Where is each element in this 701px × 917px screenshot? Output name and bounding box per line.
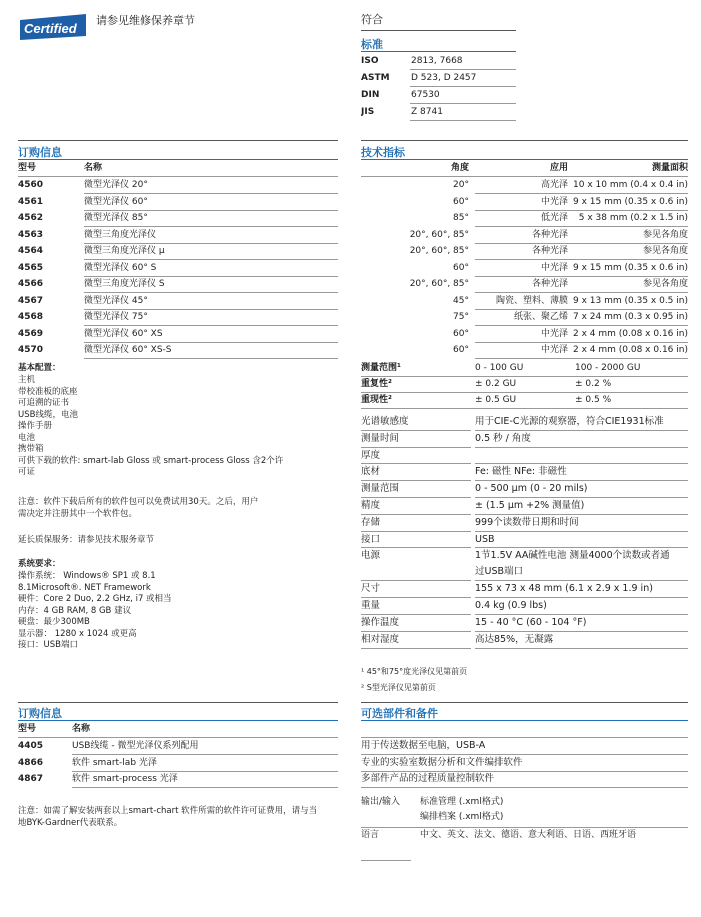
tech-application: 中光泽	[540, 196, 568, 207]
order2-header	[18, 721, 338, 737]
range-label: 测量范围¹	[361, 363, 401, 373]
tech-area: 7 x 24 mm (0.3 x 0.95 in)	[573, 312, 688, 322]
tech-area: 9 x 15 mm (0.35 x 0.6 in)	[573, 262, 688, 273]
spec-value: 高达85%，无凝露	[475, 633, 554, 645]
spec-label: 存储	[361, 516, 381, 528]
spec-value: 1节1.5V AA碱性电池 测量4000个读数或者通	[475, 550, 670, 562]
tech-angle: 60°	[453, 196, 469, 207]
spec-label: 相对湿度	[361, 633, 400, 645]
order-model: 4569	[18, 328, 44, 339]
spec-value: 999个读数带日期和时间	[475, 516, 579, 528]
order-row	[18, 342, 338, 358]
spec-row	[361, 581, 688, 597]
conformity-label: 符合	[361, 13, 383, 26]
order2-note-line: 注意：如需了解安装两套以上smart-chart 软件所需的软件许可证费用，请与当	[18, 806, 318, 816]
footnote-1: ¹ 45°和75°度光泽仪见第前页	[361, 667, 468, 676]
order2-row	[18, 771, 338, 787]
basic-note-line: 注意：软件下载后所有的软件包可以免费试用30天。之后，用户	[18, 497, 259, 507]
basic-item: 主机	[18, 375, 36, 385]
tech-area: 参见各角度	[642, 229, 688, 240]
option-row	[361, 771, 688, 787]
order-name: 微型光泽仪 60° XS	[84, 328, 163, 339]
tech-area: 9 x 13 mm (0.35 x 0.5 in)	[573, 295, 688, 306]
basic-item: 携带箱	[18, 444, 44, 454]
basic-item: 可供下载的软件: smart-lab Gloss 或 smart-process Gloss 含2个许	[18, 455, 284, 466]
tech-row	[361, 342, 688, 358]
order-name: 微型光泽仪 75°	[84, 312, 148, 322]
order2-note-line: 地BYK-Gardner代表联系。	[18, 818, 123, 828]
standard-value: D 523, D 2457	[411, 73, 477, 83]
divider	[361, 408, 688, 409]
order2-name: 软件 smart-lab 光泽	[72, 757, 157, 768]
spec-label: 测量时间	[361, 432, 400, 444]
range-row	[361, 392, 688, 408]
standard-row	[361, 87, 516, 103]
tech-angle: 20°, 60°, 85°	[409, 229, 469, 240]
divider	[410, 120, 516, 121]
tech-area: 参见各角度	[642, 246, 688, 256]
range-value-1: 0 - 100 GU	[475, 363, 524, 373]
spec-label: 接口	[361, 533, 381, 545]
logo-text: Certified	[24, 21, 77, 36]
basic-item: 电池	[18, 432, 36, 443]
language-value: 中文、英文、法文、德语、意大利语、日语、西班牙语	[420, 830, 637, 840]
spec-value: 0.5 秒 / 角度	[475, 432, 531, 444]
order-name: 微型光泽仪 20°	[84, 180, 148, 190]
spec-label: 重量	[361, 600, 381, 612]
tech-application: 低光泽	[540, 213, 568, 223]
order-name: 微型光泽仪 60°	[84, 196, 148, 207]
spec-row	[361, 532, 688, 548]
tech-row	[361, 276, 688, 292]
range-value-1: ± 0.5 GU	[475, 395, 517, 405]
page-title: 请参见维修保养章节	[96, 14, 195, 27]
system-item: 硬件：Core 2 Duo, 2.2 GHz, i7 或相当	[18, 594, 172, 604]
option-text: 多部件产品的过程质量控制软件	[361, 773, 495, 784]
col-name: 名称	[84, 163, 103, 173]
order-row	[18, 194, 338, 210]
order-row	[18, 260, 338, 276]
spec-value: USB	[475, 533, 495, 545]
spec-value: Fe: 磁性 NFe: 非磁性	[475, 466, 567, 478]
tech-angle: 60°	[453, 262, 469, 273]
spec-label: 精度	[361, 500, 381, 511]
standard-name: JIS	[361, 107, 375, 117]
standard-row	[361, 70, 516, 86]
col-application: 应用	[549, 163, 568, 173]
standard-name: ISO	[361, 56, 379, 66]
col-model: 型号	[18, 163, 37, 173]
order2-name: USB线缆 - 微型光泽仪系列配用	[72, 741, 199, 751]
order2-model: 4405	[18, 741, 44, 751]
tech-area: 5 x 38 mm (0.2 x 1.5 in)	[578, 213, 688, 223]
tech-area: 2 x 4 mm (0.08 x 0.16 in)	[573, 345, 688, 355]
spec-value: 0 - 500 µm (0 - 20 mils)	[475, 483, 588, 495]
standard-value: 67530	[411, 90, 440, 100]
option-text: 用于传送数据至电脑，USB-A	[361, 740, 486, 751]
order-model: 4563	[18, 229, 44, 240]
io-label: 输出/输入	[361, 797, 401, 807]
spec-label: 操作温度	[361, 617, 400, 628]
order-name: 微型光泽仪 60° XS-S	[84, 345, 172, 355]
tech-application: 陶瓷、塑料、薄膜	[495, 295, 568, 306]
order-row	[18, 210, 338, 226]
spec-row	[361, 464, 688, 480]
standard-row	[361, 104, 516, 120]
tech-row	[361, 177, 688, 193]
order-name: 微型三角度光泽仪 S	[84, 279, 165, 289]
range-label: 重复性²	[361, 379, 392, 389]
divider	[361, 787, 688, 788]
order-model: 4560	[18, 180, 44, 190]
spec-row	[361, 598, 688, 614]
order-model: 4570	[18, 345, 44, 355]
col-name-2: 名称	[72, 724, 91, 734]
range-label: 重现性²	[361, 395, 392, 405]
divider	[475, 358, 688, 359]
tech-area: 2 x 4 mm (0.08 x 0.16 in)	[573, 328, 688, 339]
order-model: 4562	[18, 213, 44, 223]
tech-angle: 75°	[453, 312, 469, 322]
spec-row	[361, 615, 688, 631]
tech-angle: 60°	[453, 328, 469, 339]
tech-area: 10 x 10 mm (0.4 x 0.4 in)	[573, 180, 688, 190]
order-name: 微型三角度光泽仪	[84, 229, 157, 240]
tech-angle: 20°	[453, 180, 469, 190]
spec-row	[361, 498, 688, 514]
basic-note-line: 需决定并注册其中一个软件包。	[18, 509, 138, 519]
spec-label: 底材	[361, 466, 381, 478]
tech-angle: 45°	[453, 295, 469, 306]
tech-application: 中光泽	[540, 328, 568, 339]
system-item: 显示器： 1280 x 1024 或更高	[18, 628, 137, 639]
basic-item: USB线缆，电池	[18, 409, 78, 420]
spec-row	[361, 414, 688, 430]
tech-area: 9 x 15 mm (0.35 x 0.6 in)	[573, 196, 688, 207]
spec-label: 光谱敏感度	[361, 416, 409, 427]
spec-label: 厚度	[361, 449, 381, 461]
basic-item: 可追溯的证书	[18, 398, 70, 408]
certified-logo	[18, 12, 88, 42]
tech-angle: 20°, 60°, 85°	[409, 246, 469, 256]
order2-title: 订购信息	[18, 707, 62, 720]
spec-value: 用于CIE-C光源的观察器，符合CIE1931标准	[475, 416, 664, 427]
range-row	[361, 360, 688, 376]
range-value-2: ± 0.5 %	[575, 395, 612, 405]
spec-label: 电源	[361, 550, 381, 562]
order-model: 4567	[18, 295, 44, 306]
order-row	[18, 326, 338, 342]
spec-value: 15 - 40 °C (60 - 104 °F)	[475, 617, 587, 628]
order2-model: 4866	[18, 757, 44, 768]
system-item: 硬盘：最少300MB	[18, 617, 90, 627]
order-model: 4566	[18, 279, 44, 289]
tech-application: 各种光泽	[531, 246, 568, 256]
spec-row	[361, 548, 688, 564]
option-row	[361, 738, 688, 754]
spec-value-continued: 过USB端口	[475, 566, 524, 578]
tech-row	[361, 293, 688, 309]
warranty-text: 延长质保服务：请参见技术服务章节	[18, 535, 155, 545]
order-row	[18, 177, 338, 193]
spec-value: 155 x 73 x 48 mm (6.1 x 2.9 x 1.9 in)	[475, 583, 653, 595]
basic-title: 基本配置：	[18, 363, 61, 373]
order2-model: 4867	[18, 774, 44, 784]
standards-title: 标准	[361, 38, 383, 51]
order-name: 微型光泽仪 85°	[84, 213, 148, 223]
tech-row	[361, 260, 688, 276]
range-value-2: 100 - 2000 GU	[575, 363, 641, 373]
tech-application: 高光泽	[540, 180, 568, 190]
order-header	[18, 160, 338, 176]
tech-application: 各种光泽	[531, 229, 568, 240]
tech-row	[361, 227, 688, 243]
tech-area: 参见各角度	[642, 279, 688, 289]
tech-angle: 60°	[453, 345, 469, 355]
tech-title: 技术指标	[361, 146, 405, 159]
spec-label: 尺寸	[361, 583, 381, 595]
spec-value: 0.4 kg (0.9 lbs)	[475, 600, 547, 612]
language-label: 语言	[361, 830, 380, 840]
range-value-2: ± 0.2 %	[575, 379, 612, 389]
col-model-2: 型号	[18, 724, 37, 734]
order-row	[18, 293, 338, 309]
system-item: 内存：4 GB RAM, 8 GB 建议	[18, 605, 132, 616]
order-model: 4568	[18, 312, 44, 322]
spec-label: 测量范围	[361, 483, 400, 495]
divider	[475, 648, 688, 649]
spec-row-continued	[361, 564, 688, 580]
order-row	[18, 243, 338, 259]
spec-value: ± (1.5 µm +2% 测量值)	[475, 500, 585, 511]
standard-name: ASTM	[361, 73, 390, 83]
standard-name: DIN	[361, 90, 380, 100]
system-item: 8.1Microsoft®. NET Framework	[18, 582, 151, 593]
tech-header	[361, 160, 688, 176]
tech-application: 中光泽	[540, 345, 568, 355]
order2-row	[18, 755, 338, 771]
system-item: 接口：USB端口	[18, 640, 78, 650]
tech-application: 纸张、聚乙烯	[513, 312, 568, 322]
io-item: 标准管理 (.xml格式)	[420, 797, 504, 807]
option-row	[361, 755, 688, 771]
system-item: 操作系统： Windows® SP1 或 8.1	[18, 571, 156, 581]
order-row	[18, 309, 338, 325]
basic-item: 操作手册	[18, 421, 53, 431]
order-model: 4564	[18, 246, 44, 256]
basic-item: 带校准板的底座	[18, 386, 78, 397]
order-row	[18, 276, 338, 292]
tech-row	[361, 194, 688, 210]
order-row	[18, 227, 338, 243]
option-text: 专业的实验室数据分析和文件编排软件	[361, 756, 523, 768]
tech-application: 中光泽	[540, 262, 568, 273]
order-name: 微型光泽仪 45°	[84, 295, 148, 306]
range-value-1: ± 0.2 GU	[475, 379, 517, 389]
order-model: 4561	[18, 196, 44, 207]
spec-row	[361, 515, 688, 531]
order-model: 4565	[18, 262, 44, 273]
tech-row	[361, 326, 688, 342]
col-angle: 角度	[450, 163, 469, 173]
order-title: 订购信息	[18, 146, 62, 159]
divider	[361, 648, 471, 649]
spec-row	[361, 632, 688, 648]
standard-row	[361, 53, 516, 69]
basic-item: 可证	[18, 467, 36, 477]
order-name: 微型光泽仪 60° S	[84, 262, 157, 273]
tech-row	[361, 210, 688, 226]
spec-row	[361, 481, 688, 497]
standard-value: Z 8741	[411, 107, 443, 117]
options-title: 可选部件和备件	[361, 707, 438, 720]
footnote-2: ² S型光泽仪见第前页	[361, 683, 436, 692]
tech-angle: 85°	[453, 213, 469, 223]
tech-application: 各种光泽	[531, 279, 568, 289]
order2-name: 软件 smart-process 光泽	[72, 774, 178, 784]
col-area: 测量面积	[651, 163, 688, 173]
range-row	[361, 376, 688, 392]
spec-row	[361, 431, 688, 447]
standard-value: 2813, 7668	[411, 56, 463, 66]
tech-row	[361, 309, 688, 325]
order-name: 微型三角度光泽仪 µ	[84, 246, 165, 256]
divider	[72, 787, 338, 788]
tech-row	[361, 243, 688, 259]
spec-row	[361, 448, 688, 464]
divider	[84, 358, 338, 359]
order2-row	[18, 738, 338, 754]
system-title: 系统要求：	[18, 559, 61, 569]
tech-angle: 20°, 60°, 85°	[409, 279, 469, 289]
io-item: 编排档案 (.xml格式)	[420, 812, 504, 822]
